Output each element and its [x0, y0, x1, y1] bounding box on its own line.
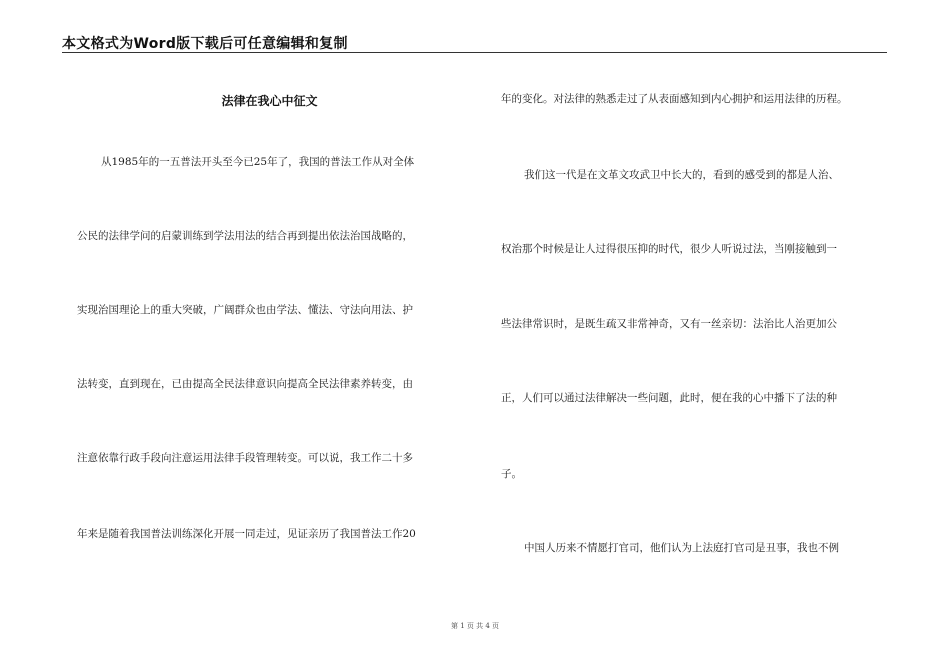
- left-paragraph-line: 公民的法律学问的启蒙训练到学法用法的结合再到提出依法治国战略的，: [77, 230, 413, 242]
- right-paragraph-line: 子。: [501, 468, 522, 480]
- right-paragraph-line: 中国人历来不情愿打官司，他们认为上法庭打官司是丑事，我也不例: [524, 542, 839, 554]
- left-paragraph-line: 法转变，直到现在，已由提高全民法律意识向提高全民法律素养转变，由: [77, 378, 413, 390]
- page-number: 第 1 页 共 4 页: [450, 622, 500, 630]
- right-paragraph-line: 权治那个时候是让人过得很压抑的时代，很少人听说过法，当刚接触到一: [501, 243, 837, 255]
- document-title: 法律在我心中征文: [221, 94, 318, 108]
- right-paragraph-line: 年的变化。对法律的熟悉走过了从表面感知到内心拥护和运用法律的历程。: [501, 93, 848, 105]
- left-paragraph-line: 从1985年的一五普法开头至今已25年了，我国的普法工作从对全体: [101, 156, 415, 168]
- right-paragraph-line: 些法律常识时，是既生疏又非常神奇，又有一丝亲切：法治比人治更加公: [501, 318, 837, 330]
- header-divider: [62, 52, 887, 53]
- left-paragraph-line: 注意依靠行政手段向注意运用法律手段管理转变。可以说，我工作二十多: [77, 452, 413, 464]
- right-paragraph-line: 正，人们可以通过法律解决一些问题，此时，便在我的心中播下了法的种: [501, 392, 837, 404]
- left-paragraph-line: 年来是随着我国普法训练深化开展一同走过，见证亲历了我国普法工作20: [77, 528, 416, 540]
- document-header-title: 本文格式为Word版下载后可任意编辑和复制: [62, 36, 348, 52]
- left-paragraph-line: 实现治国理论上的重大突破，广阔群众也由学法、懂法、守法向用法、护: [77, 304, 413, 316]
- right-paragraph-line: 我们这一代是在文革文攻武卫中长大的，看到的感受到的都是人治、: [524, 169, 839, 181]
